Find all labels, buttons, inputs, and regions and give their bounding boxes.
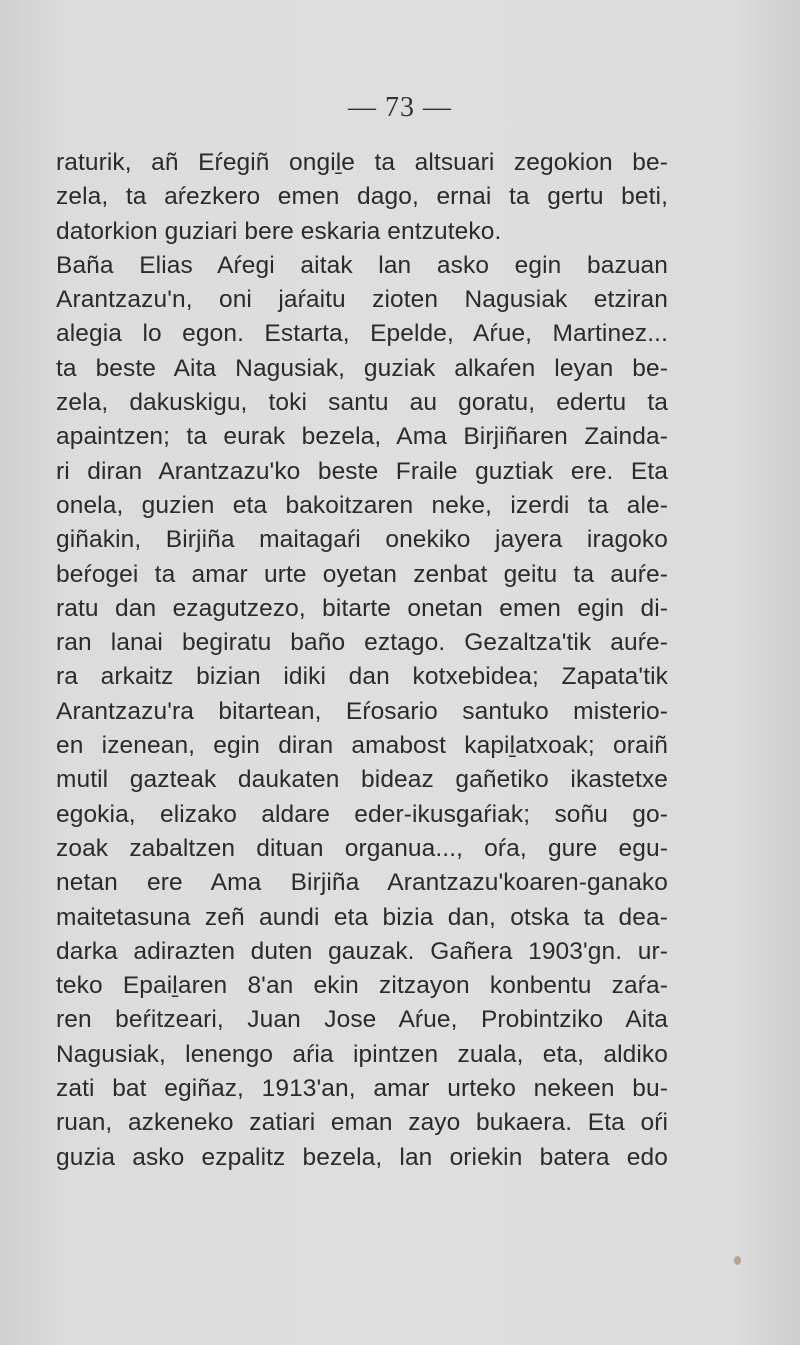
text-line: raturik, añ Eŕegiñ ongiḻe ta altsuari zegokion be- [56, 149, 668, 176]
text-line: zoak zabaltzen dituan organua..., oŕa, gure egu- [56, 834, 668, 862]
text-line: Baña Elias Aŕegi aitak lan asko egin bazuan [56, 251, 668, 279]
text-line: ta beste Aita Nagusiak, guziak alkaŕen leyan be- [56, 354, 668, 382]
paper-speck [734, 1256, 741, 1265]
text-line: maitetasuna zeñ aundi eta bizia dan, otska ta dea- [56, 903, 668, 931]
text-line: Arantzazu'ra bitartean, Eŕosario santuko misterio- [56, 697, 668, 725]
text-line: egokia, elizako aldare eder-ikusgaŕiak; soñu go- [56, 800, 668, 828]
text-line: apaintzen; ta eurak bezela, Ama Birjiñaren Zainda- [56, 423, 668, 451]
body-text [56, 146, 668, 1175]
text-line: Arantzazu'n, oni jaŕaitu zioten Nagusiak etziran [56, 286, 668, 314]
text-line: datorkion guziari bere eskaria entzuteko. [56, 217, 502, 245]
text-line: onela, guzien eta bakoitzaren neke, izerdi ta ale- [56, 491, 668, 519]
text-line: ran lanai begiratu baño eztago. Gezaltza'tik auŕe- [56, 629, 668, 657]
text-line: zela, dakuskigu, toki santu au goratu, edertu ta [56, 389, 668, 417]
text-line: ren beŕitzeari, Juan Jose Aŕue, Probintziko Aita [56, 1006, 668, 1034]
text-line: Nagusiak, lenengo aŕia ipintzen zuala, eta, aldiko [56, 1040, 668, 1068]
text-line: netan ere Ama Birjiña Arantzazu'koaren-ganako [56, 869, 668, 897]
text-line: ri diran Arantzazu'ko beste Fraile guztiak ere. Eta [56, 457, 668, 485]
text-line: giñakin, Birjiña maitagaŕi onekiko jayera iragoko [56, 526, 668, 554]
text-line: ra arkaitz bizian idiki dan kotxebidea; Zapata'tik [56, 663, 668, 691]
text-line: ratu dan ezagutzezo, bitarte onetan emen egin di- [56, 594, 668, 622]
text-line: mutil gazteak daukaten bideaz gañetiko ikastetxe [56, 766, 668, 794]
text-line: darka adirazten duten gauzak. Gañera 1903'gn. ur- [56, 937, 668, 965]
text-line: zati bat egiñaz, 1913'an, amar urteko nekeen bu- [56, 1075, 668, 1103]
text-line: guzia asko ezpalitz bezela, lan oriekin batera edo [56, 1143, 668, 1171]
text-line: zela, ta aŕezkero emen dago, ernai ta gertu beti, [56, 183, 668, 211]
page-number: — 73 — [348, 92, 452, 123]
text-line: alegia lo egon. Estarta, Epelde, Aŕue, Martinez... [56, 320, 668, 348]
text-line: teko Epaiḻaren 8'an ekin zitzayon konbentu zaŕa- [56, 972, 668, 1000]
text-line: ruan, azkeneko zatiari eman zayo bukaera. Eta oŕi [56, 1109, 668, 1137]
text-line: beŕogei ta amar urte oyetan zenbat geitu ta auŕe- [56, 560, 668, 588]
text-line: en izenean, egin diran amabost kapiḻatxoak; oraiñ [56, 732, 668, 760]
